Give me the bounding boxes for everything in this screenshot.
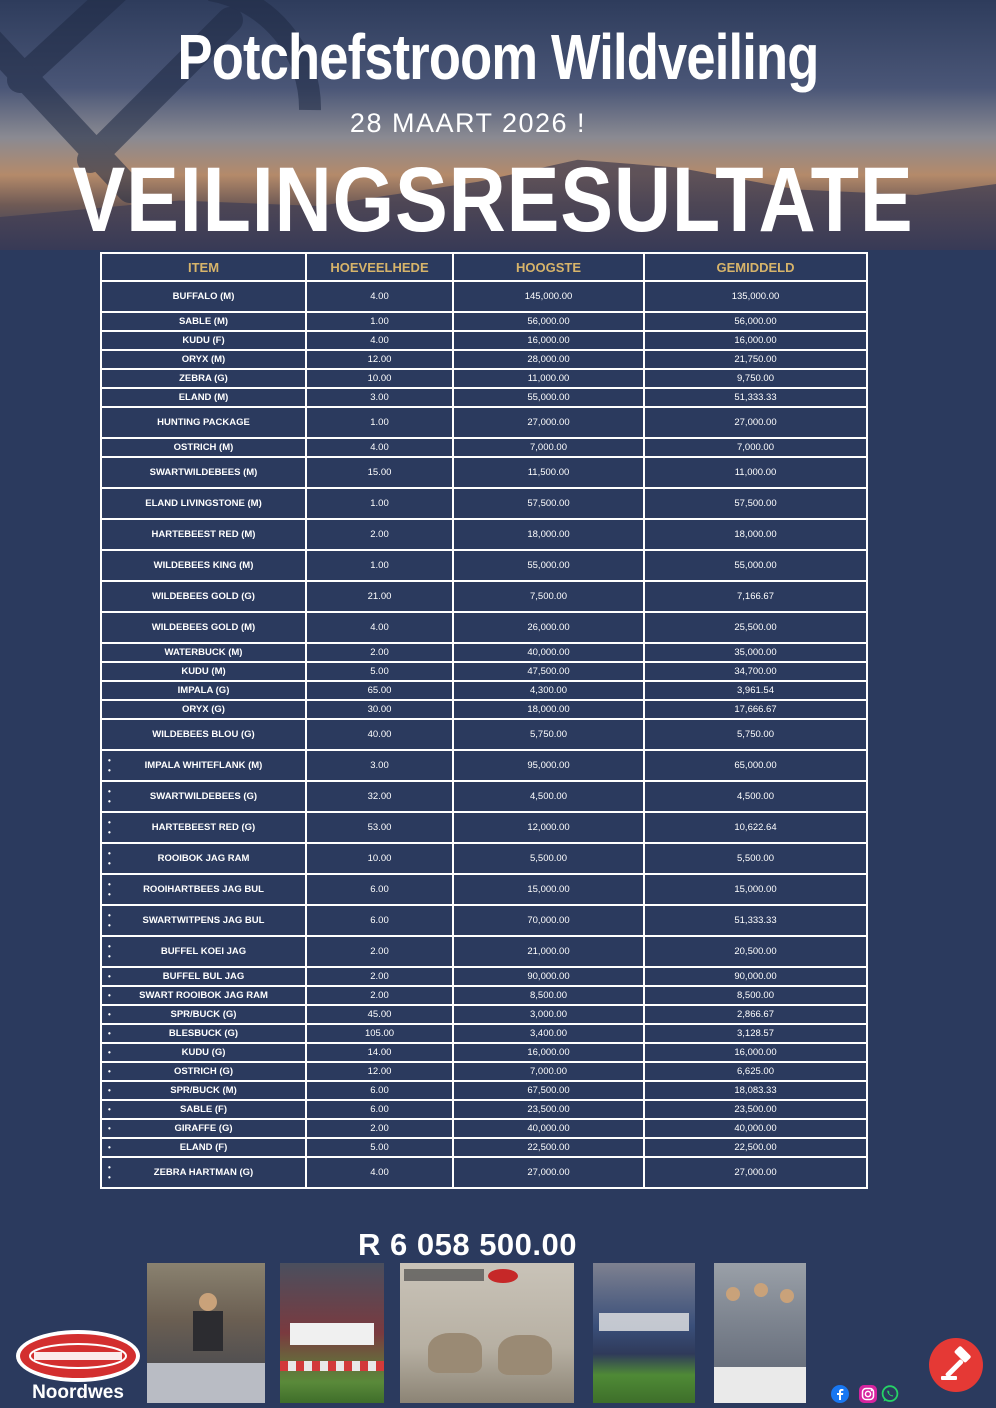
item-cell — [101, 438, 306, 457]
quantity-cell: 32.00 — [306, 781, 453, 812]
table-row — [101, 1100, 867, 1119]
instagram-icon[interactable] — [859, 1385, 877, 1403]
item-name: BUFFEL KOEI JAG — [160, 945, 247, 957]
item-cell — [101, 1043, 306, 1062]
average-cell: 18,000.00 — [644, 519, 867, 550]
item-name: OSTRICH (M) — [173, 441, 234, 453]
highest-cell: 12,000.00 — [453, 812, 644, 843]
bullet-marks: • — [108, 1010, 111, 1019]
average-cell: 9,750.00 — [644, 369, 867, 388]
item-name: SWARTWILDEBEES (M) — [149, 466, 258, 478]
table-row — [101, 843, 867, 874]
item-name: SWARTWILDEBEES (G) — [149, 790, 258, 802]
bullet-marks: • • — [108, 942, 111, 961]
highest-cell: 67,500.00 — [453, 1081, 644, 1100]
average-cell: 23,500.00 — [644, 1100, 867, 1119]
quantity-cell: 40.00 — [306, 719, 453, 750]
table-row — [101, 369, 867, 388]
table-row — [101, 1157, 867, 1188]
item-cell — [101, 312, 306, 331]
item-name: KUDU (F) — [182, 334, 225, 346]
item-name: BUFFEL BUL JAG — [162, 970, 245, 982]
table-row — [101, 1043, 867, 1062]
table-row — [101, 662, 867, 681]
table-row — [101, 407, 867, 438]
quantity-cell: 65.00 — [306, 681, 453, 700]
quantity-cell: 6.00 — [306, 905, 453, 936]
quantity-cell: 12.00 — [306, 1062, 453, 1081]
highest-cell: 55,000.00 — [453, 388, 644, 407]
item-cell — [101, 1138, 306, 1157]
item-name: ROOIHARTBEES JAG BUL — [143, 883, 264, 895]
table-row — [101, 550, 867, 581]
table-row — [101, 967, 867, 986]
item-name: HARTEBEEST RED (G) — [151, 821, 256, 833]
bullet-marks: • • — [108, 818, 111, 837]
average-cell: 3,128.57 — [644, 1024, 867, 1043]
highest-cell: 16,000.00 — [453, 1043, 644, 1062]
table-row — [101, 1138, 867, 1157]
bullet-marks: • — [108, 972, 111, 981]
table-row — [101, 1005, 867, 1024]
average-cell: 90,000.00 — [644, 967, 867, 986]
quantity-cell: 1.00 — [306, 550, 453, 581]
photo-stage — [280, 1263, 384, 1403]
item-name: SABLE (F) — [180, 1103, 227, 1115]
item-cell — [101, 1062, 306, 1081]
item-cell — [101, 350, 306, 369]
item-cell — [101, 1100, 306, 1119]
highest-cell: 27,000.00 — [453, 407, 644, 438]
average-cell: 3,961.54 — [644, 681, 867, 700]
quantity-cell: 105.00 — [306, 1024, 453, 1043]
item-cell — [101, 1081, 306, 1100]
average-cell: 55,000.00 — [644, 550, 867, 581]
page-title: Potchefstroom Wildveiling — [177, 21, 819, 93]
highest-cell: 21,000.00 — [453, 936, 644, 967]
logo-caption: Noordwes — [32, 1382, 124, 1403]
item-name: BUFFALO (M) — [172, 290, 235, 302]
table-row — [101, 457, 867, 488]
quantity-cell: 45.00 — [306, 1005, 453, 1024]
highest-cell: 18,000.00 — [453, 519, 644, 550]
table-row — [101, 750, 867, 781]
table-row — [101, 719, 867, 750]
quantity-cell: 4.00 — [306, 1157, 453, 1188]
highest-cell: 27,000.00 — [453, 1157, 644, 1188]
item-cell — [101, 281, 306, 312]
highest-cell: 3,400.00 — [453, 1024, 644, 1043]
table-row — [101, 781, 867, 812]
item-name: WILDEBEES GOLD (M) — [151, 621, 256, 633]
highest-cell: 56,000.00 — [453, 312, 644, 331]
quantity-cell: 4.00 — [306, 331, 453, 350]
table-row — [101, 643, 867, 662]
average-cell: 5,500.00 — [644, 843, 867, 874]
average-cell: 57,500.00 — [644, 488, 867, 519]
highest-cell: 7,000.00 — [453, 1062, 644, 1081]
bullet-marks: • • — [108, 1163, 111, 1182]
average-cell: 15,000.00 — [644, 874, 867, 905]
table-row — [101, 874, 867, 905]
highest-cell: 15,000.00 — [453, 874, 644, 905]
item-cell — [101, 781, 306, 812]
average-cell: 6,625.00 — [644, 1062, 867, 1081]
quantity-cell: 2.00 — [306, 936, 453, 967]
bullet-marks: • • — [108, 880, 111, 899]
quantity-cell: 2.00 — [306, 986, 453, 1005]
item-cell — [101, 719, 306, 750]
quantity-cell: 4.00 — [306, 438, 453, 457]
highest-cell: 23,500.00 — [453, 1100, 644, 1119]
quantity-cell: 6.00 — [306, 1081, 453, 1100]
item-cell — [101, 967, 306, 986]
table-header-row — [101, 253, 867, 281]
average-cell: 35,000.00 — [644, 643, 867, 662]
item-name: SPR/BUCK (G) — [170, 1008, 237, 1020]
item-cell — [101, 812, 306, 843]
table-row — [101, 519, 867, 550]
quantity-cell: 2.00 — [306, 1119, 453, 1138]
average-cell: 40,000.00 — [644, 1119, 867, 1138]
total-amount: R 6 058 500.00 — [358, 1227, 578, 1262]
item-name: WILDEBEES GOLD (G) — [152, 590, 255, 602]
item-name: ROOIBOK JAG RAM — [157, 852, 250, 864]
highest-cell: 90,000.00 — [453, 967, 644, 986]
table-row — [101, 986, 867, 1005]
bullet-marks: • • — [108, 756, 111, 775]
quantity-cell: 15.00 — [306, 457, 453, 488]
item-name: OSTRICH (G) — [173, 1065, 234, 1077]
average-cell: 34,700.00 — [644, 662, 867, 681]
quantity-cell: 5.00 — [306, 662, 453, 681]
bullet-marks: • — [108, 1048, 111, 1057]
average-cell: 5,750.00 — [644, 719, 867, 750]
highest-cell: 7,500.00 — [453, 581, 644, 612]
item-name: SPR/BUCK (M) — [170, 1084, 237, 1096]
item-cell — [101, 1024, 306, 1043]
quantity-cell: 2.00 — [306, 519, 453, 550]
item-cell — [101, 843, 306, 874]
table-row — [101, 1119, 867, 1138]
highest-cell: 26,000.00 — [453, 612, 644, 643]
highest-cell: 11,000.00 — [453, 369, 644, 388]
quantity-cell: 6.00 — [306, 874, 453, 905]
average-cell: 2,866.67 — [644, 1005, 867, 1024]
highest-cell: 40,000.00 — [453, 643, 644, 662]
average-cell: 18,083.33 — [644, 1081, 867, 1100]
column-header-quantity: HOEVEELHEDE — [306, 253, 453, 281]
photo-auctioneer — [147, 1263, 265, 1403]
average-cell: 21,750.00 — [644, 350, 867, 369]
item-cell — [101, 986, 306, 1005]
item-name: SABLE (M) — [178, 315, 229, 327]
bullet-marks: • — [108, 1029, 111, 1038]
bullet-marks: • • — [108, 849, 111, 868]
quantity-cell: 14.00 — [306, 1043, 453, 1062]
table-row — [101, 388, 867, 407]
auction-date: 28 MAART 2026 ! — [349, 108, 587, 138]
highest-cell: 5,500.00 — [453, 843, 644, 874]
item-cell — [101, 936, 306, 967]
table-row — [101, 331, 867, 350]
average-cell: 56,000.00 — [644, 312, 867, 331]
quantity-cell: 4.00 — [306, 612, 453, 643]
highest-cell: 28,000.00 — [453, 350, 644, 369]
highest-cell: 70,000.00 — [453, 905, 644, 936]
item-name: ELAND LIVINGSTONE (M) — [145, 497, 262, 509]
average-cell: 27,000.00 — [644, 1157, 867, 1188]
quantity-cell: 2.00 — [306, 967, 453, 986]
item-name: WILDEBEES KING (M) — [153, 559, 254, 571]
item-name: HARTEBEEST RED (M) — [151, 528, 256, 540]
bullet-marks: • — [108, 991, 111, 1000]
highest-cell: 8,500.00 — [453, 986, 644, 1005]
highest-cell: 4,300.00 — [453, 681, 644, 700]
gavel-icon — [929, 1338, 983, 1392]
highest-cell: 57,500.00 — [453, 488, 644, 519]
bullet-marks: • — [108, 1143, 111, 1152]
average-cell: 7,000.00 — [644, 438, 867, 457]
quantity-cell: 3.00 — [306, 750, 453, 781]
average-cell: 51,333.33 — [644, 905, 867, 936]
quantity-cell: 21.00 — [306, 581, 453, 612]
average-cell: 22,500.00 — [644, 1138, 867, 1157]
average-cell: 4,500.00 — [644, 781, 867, 812]
highest-cell: 11,500.00 — [453, 457, 644, 488]
item-name: ORYX (M) — [181, 353, 226, 365]
item-name: IMPALA WHITEFLANK (M) — [144, 759, 263, 771]
item-cell — [101, 612, 306, 643]
item-name: ZEBRA HARTMAN (G) — [153, 1166, 254, 1178]
facebook-icon[interactable] — [831, 1385, 849, 1403]
table-row — [101, 281, 867, 312]
table-row — [101, 700, 867, 719]
highest-cell: 55,000.00 — [453, 550, 644, 581]
item-name: SWARTWITPENS JAG BUL — [142, 914, 265, 926]
bullet-marks: • — [108, 1105, 111, 1114]
average-cell: 20,500.00 — [644, 936, 867, 967]
item-cell — [101, 550, 306, 581]
table-row — [101, 1081, 867, 1100]
quantity-cell: 10.00 — [306, 843, 453, 874]
quantity-cell: 1.00 — [306, 488, 453, 519]
average-cell: 25,500.00 — [644, 612, 867, 643]
highest-cell: 4,500.00 — [453, 781, 644, 812]
average-cell: 11,000.00 — [644, 457, 867, 488]
average-cell: 16,000.00 — [644, 331, 867, 350]
bullet-marks: • — [108, 1124, 111, 1133]
highest-cell: 40,000.00 — [453, 1119, 644, 1138]
item-name: ELAND (M) — [178, 391, 229, 403]
item-cell — [101, 407, 306, 438]
item-name: WATERBUCK (M) — [164, 646, 243, 658]
results-table — [100, 252, 868, 1189]
average-cell: 65,000.00 — [644, 750, 867, 781]
column-header-item: ITEM — [101, 253, 306, 281]
average-cell: 51,333.33 — [644, 388, 867, 407]
average-cell: 16,000.00 — [644, 1043, 867, 1062]
bullet-marks: • • — [108, 911, 111, 930]
table-row — [101, 1062, 867, 1081]
item-cell — [101, 1157, 306, 1188]
item-name: ZEBRA (G) — [179, 372, 228, 384]
page-subtitle: VEILINGSRESULTATE — [72, 149, 914, 251]
table-row — [101, 681, 867, 700]
quantity-cell: 10.00 — [306, 369, 453, 388]
item-cell — [101, 643, 306, 662]
item-name: IMPALA (G) — [177, 684, 230, 696]
quantity-cell: 12.00 — [306, 350, 453, 369]
item-cell — [101, 750, 306, 781]
highest-cell: 3,000.00 — [453, 1005, 644, 1024]
item-cell — [101, 331, 306, 350]
item-cell — [101, 905, 306, 936]
column-header-highest: HOOGSTE — [453, 253, 644, 281]
gavel-button[interactable] — [929, 1338, 983, 1392]
bullet-marks: • — [108, 1067, 111, 1076]
item-name: GIRAFFE (G) — [174, 1122, 233, 1134]
average-cell: 10,622.64 — [644, 812, 867, 843]
table-row — [101, 1024, 867, 1043]
table-row — [101, 612, 867, 643]
item-name: SWART ROOIBOK JAG RAM — [139, 989, 268, 1001]
item-cell — [101, 1119, 306, 1138]
table-row — [101, 312, 867, 331]
photo-guests — [714, 1263, 806, 1403]
item-cell — [101, 681, 306, 700]
average-cell: 135,000.00 — [644, 281, 867, 312]
highest-cell: 95,000.00 — [453, 750, 644, 781]
quantity-cell: 3.00 — [306, 388, 453, 407]
item-cell — [101, 388, 306, 407]
quantity-cell: 6.00 — [306, 1100, 453, 1119]
average-cell: 8,500.00 — [644, 986, 867, 1005]
table-row — [101, 438, 867, 457]
item-name: BLESBUCK (G) — [168, 1027, 239, 1039]
item-name: KUDU (G) — [181, 1046, 226, 1058]
quantity-cell: 2.00 — [306, 643, 453, 662]
table-row — [101, 905, 867, 936]
quantity-cell: 1.00 — [306, 312, 453, 331]
quantity-cell: 53.00 — [306, 812, 453, 843]
item-name: HUNTING PACKAGE — [157, 416, 250, 428]
item-cell — [101, 700, 306, 719]
item-cell — [101, 488, 306, 519]
item-cell — [101, 1005, 306, 1024]
item-name: ORYX (G) — [182, 703, 225, 715]
item-cell — [101, 874, 306, 905]
quantity-cell: 1.00 — [306, 407, 453, 438]
item-name: WILDEBEES BLOU (G) — [152, 728, 255, 740]
quantity-cell: 30.00 — [306, 700, 453, 719]
average-cell: 17,666.67 — [644, 700, 867, 719]
item-cell — [101, 581, 306, 612]
table-row — [101, 812, 867, 843]
column-header-average: GEMIDDELD — [644, 253, 867, 281]
average-cell: 7,166.67 — [644, 581, 867, 612]
average-cell: 27,000.00 — [644, 407, 867, 438]
bullet-marks: • — [108, 1086, 111, 1095]
item-cell — [101, 662, 306, 681]
highest-cell: 16,000.00 — [453, 331, 644, 350]
quantity-cell: 4.00 — [306, 281, 453, 312]
photo-banner-wall — [593, 1263, 695, 1403]
photo-auction-poster — [400, 1263, 574, 1403]
highest-cell: 18,000.00 — [453, 700, 644, 719]
bullet-marks: • • — [108, 787, 111, 806]
item-name: ELAND (F) — [179, 1141, 228, 1153]
table-row — [101, 488, 867, 519]
table-row — [101, 936, 867, 967]
whatsapp-icon[interactable] — [881, 1385, 899, 1403]
highest-cell: 7,000.00 — [453, 438, 644, 457]
table-row — [101, 350, 867, 369]
item-name: KUDU (M) — [181, 665, 226, 677]
highest-cell: 47,500.00 — [453, 662, 644, 681]
item-cell — [101, 457, 306, 488]
highest-cell: 22,500.00 — [453, 1138, 644, 1157]
table-row — [101, 581, 867, 612]
item-cell — [101, 519, 306, 550]
quantity-cell: 5.00 — [306, 1138, 453, 1157]
item-cell — [101, 369, 306, 388]
highest-cell: 5,750.00 — [453, 719, 644, 750]
highest-cell: 145,000.00 — [453, 281, 644, 312]
